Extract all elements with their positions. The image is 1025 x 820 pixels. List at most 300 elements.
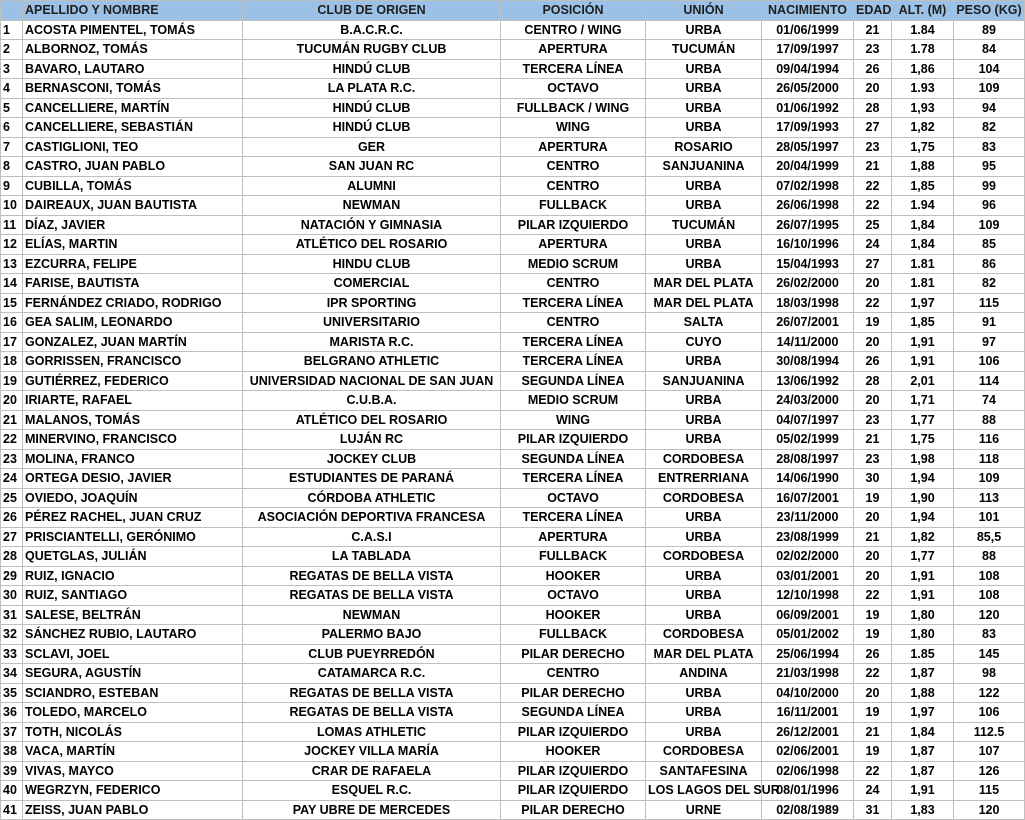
cell-number: 16 — [1, 313, 23, 333]
cell-position: CENTRO — [501, 313, 646, 333]
cell-name: DÍAZ, JAVIER — [23, 215, 243, 235]
cell-birth: 21/03/1998 — [762, 664, 854, 684]
cell-club: NEWMAN — [243, 605, 501, 625]
cell-height: 1,84 — [892, 215, 954, 235]
cell-club: LUJÁN RC — [243, 430, 501, 450]
cell-club: COMERCIAL — [243, 274, 501, 294]
table-row — [1, 508, 1025, 528]
cell-name: QUETGLAS, JULIÁN — [23, 547, 243, 567]
cell-name: MALANOS, TOMÁS — [23, 410, 243, 430]
cell-name: VACA, MARTÍN — [23, 742, 243, 762]
cell-weight: 85,5 — [954, 527, 1025, 547]
cell-birth: 17/09/1997 — [762, 40, 854, 60]
cell-birth: 16/10/1996 — [762, 235, 854, 255]
cell-weight: 109 — [954, 469, 1025, 489]
cell-number: 8 — [1, 157, 23, 177]
cell-age: 26 — [854, 59, 892, 79]
table-row — [1, 176, 1025, 196]
cell-height: 1,91 — [892, 332, 954, 352]
cell-name: BERNASCONI, TOMÁS — [23, 79, 243, 99]
table-row — [1, 313, 1025, 333]
cell-birth: 02/06/1998 — [762, 761, 854, 781]
cell-age: 22 — [854, 293, 892, 313]
cell-name: SEGURA, AGUSTÍN — [23, 664, 243, 684]
table-row — [1, 605, 1025, 625]
cell-height: 1,91 — [892, 566, 954, 586]
cell-weight: 88 — [954, 547, 1025, 567]
cell-age: 24 — [854, 781, 892, 801]
cell-age: 23 — [854, 40, 892, 60]
header-age: EDAD — [854, 1, 892, 21]
cell-position: CENTRO — [501, 176, 646, 196]
cell-union: URBA — [646, 98, 762, 118]
cell-height: 1,80 — [892, 625, 954, 645]
cell-weight: 114 — [954, 371, 1025, 391]
cell-height: 1,85 — [892, 176, 954, 196]
cell-position: PILAR IZQUIERDO — [501, 761, 646, 781]
cell-club: NEWMAN — [243, 196, 501, 216]
cell-name: VIVAS, MAYCO — [23, 761, 243, 781]
cell-name: CASTIGLIONI, TEO — [23, 137, 243, 157]
cell-height: 1,75 — [892, 137, 954, 157]
cell-union: MAR DEL PLATA — [646, 293, 762, 313]
cell-height: 1,80 — [892, 605, 954, 625]
cell-club: C.U.B.A. — [243, 391, 501, 411]
cell-height: 1,87 — [892, 664, 954, 684]
cell-name: ALBORNOZ, TOMÁS — [23, 40, 243, 60]
cell-age: 21 — [854, 527, 892, 547]
table-row — [1, 371, 1025, 391]
cell-weight: 115 — [954, 293, 1025, 313]
cell-weight: 85 — [954, 235, 1025, 255]
cell-weight: 106 — [954, 703, 1025, 723]
cell-number: 4 — [1, 79, 23, 99]
cell-number: 21 — [1, 410, 23, 430]
cell-age: 31 — [854, 800, 892, 820]
cell-position: OCTAVO — [501, 586, 646, 606]
cell-weight: 95 — [954, 157, 1025, 177]
cell-union: URBA — [646, 352, 762, 372]
header-club: CLUB DE ORIGEN — [243, 1, 501, 21]
cell-position: MEDIO SCRUM — [501, 391, 646, 411]
table-row — [1, 196, 1025, 216]
cell-position: APERTURA — [501, 235, 646, 255]
cell-birth: 14/06/1990 — [762, 469, 854, 489]
table-row — [1, 761, 1025, 781]
cell-birth: 25/06/1994 — [762, 644, 854, 664]
cell-union: TUCUMÁN — [646, 40, 762, 60]
cell-club: ESTUDIANTES DE PARANÁ — [243, 469, 501, 489]
cell-age: 21 — [854, 430, 892, 450]
cell-club: GER — [243, 137, 501, 157]
cell-name: MOLINA, FRANCO — [23, 449, 243, 469]
cell-birth: 26/07/2001 — [762, 313, 854, 333]
table-row — [1, 20, 1025, 40]
cell-club: UNIVERSITARIO — [243, 313, 501, 333]
cell-height: 1,85 — [892, 313, 954, 333]
cell-height: 1,98 — [892, 449, 954, 469]
cell-weight: 91 — [954, 313, 1025, 333]
cell-birth: 02/06/2001 — [762, 742, 854, 762]
cell-union: URBA — [646, 20, 762, 40]
cell-club: CÓRDOBA ATHLETIC — [243, 488, 501, 508]
cell-weight: 115 — [954, 781, 1025, 801]
cell-number: 25 — [1, 488, 23, 508]
cell-club: SAN JUAN RC — [243, 157, 501, 177]
cell-height: 1,77 — [892, 410, 954, 430]
table-row — [1, 410, 1025, 430]
cell-birth: 26/12/2001 — [762, 722, 854, 742]
cell-weight: 122 — [954, 683, 1025, 703]
header-union: UNIÓN — [646, 1, 762, 21]
cell-height: 1,75 — [892, 430, 954, 450]
cell-club: CRAR DE RAFAELA — [243, 761, 501, 781]
header-number — [1, 1, 23, 21]
table-row — [1, 449, 1025, 469]
cell-union: MAR DEL PLATA — [646, 644, 762, 664]
cell-position: HOOKER — [501, 742, 646, 762]
cell-position: WING — [501, 410, 646, 430]
cell-number: 41 — [1, 800, 23, 820]
cell-age: 20 — [854, 79, 892, 99]
cell-weight: 108 — [954, 566, 1025, 586]
cell-name: SÁNCHEZ RUBIO, LAUTARO — [23, 625, 243, 645]
cell-height: 1,84 — [892, 235, 954, 255]
cell-name: IRIARTE, RAFAEL — [23, 391, 243, 411]
cell-union: URBA — [646, 176, 762, 196]
cell-name: TOLEDO, MARCELO — [23, 703, 243, 723]
cell-position: FULLBACK — [501, 625, 646, 645]
cell-position: PILAR IZQUIERDO — [501, 430, 646, 450]
cell-union: ENTRERRIANA — [646, 469, 762, 489]
cell-weight: 113 — [954, 488, 1025, 508]
table-row — [1, 800, 1025, 820]
cell-position: TERCERA LÍNEA — [501, 352, 646, 372]
cell-club: JOCKEY CLUB — [243, 449, 501, 469]
cell-union: ROSARIO — [646, 137, 762, 157]
table-row — [1, 59, 1025, 79]
cell-union: URBA — [646, 703, 762, 723]
cell-birth: 16/07/2001 — [762, 488, 854, 508]
table-row — [1, 274, 1025, 294]
cell-position: APERTURA — [501, 527, 646, 547]
cell-name: GONZALEZ, JUAN MARTÍN — [23, 332, 243, 352]
table-row — [1, 79, 1025, 99]
cell-age: 19 — [854, 488, 892, 508]
cell-weight: 88 — [954, 410, 1025, 430]
cell-height: 1,97 — [892, 703, 954, 723]
cell-number: 19 — [1, 371, 23, 391]
cell-position: CENTRO — [501, 157, 646, 177]
cell-club: HINDÚ CLUB — [243, 98, 501, 118]
cell-weight: 82 — [954, 118, 1025, 138]
cell-height: 1,86 — [892, 59, 954, 79]
cell-height: 1,94 — [892, 508, 954, 528]
cell-union: URBA — [646, 605, 762, 625]
cell-height: 1,71 — [892, 391, 954, 411]
table-row — [1, 430, 1025, 450]
cell-weight: 109 — [954, 215, 1025, 235]
table-row — [1, 235, 1025, 255]
cell-number: 15 — [1, 293, 23, 313]
cell-age: 22 — [854, 196, 892, 216]
table-row — [1, 742, 1025, 762]
cell-weight: 126 — [954, 761, 1025, 781]
cell-birth: 04/07/1997 — [762, 410, 854, 430]
cell-number: 35 — [1, 683, 23, 703]
cell-age: 24 — [854, 235, 892, 255]
cell-number: 24 — [1, 469, 23, 489]
cell-birth: 04/10/2000 — [762, 683, 854, 703]
cell-name: WEGRZYN, FEDERICO — [23, 781, 243, 801]
cell-age: 30 — [854, 469, 892, 489]
table-row — [1, 137, 1025, 157]
cell-club: BELGRANO ATHLETIC — [243, 352, 501, 372]
cell-age: 22 — [854, 664, 892, 684]
cell-union: URBA — [646, 722, 762, 742]
cell-birth: 28/05/1997 — [762, 137, 854, 157]
cell-name: GORRISSEN, FRANCISCO — [23, 352, 243, 372]
cell-height: 2,01 — [892, 371, 954, 391]
cell-union: URBA — [646, 118, 762, 138]
cell-name: CUBILLA, TOMÁS — [23, 176, 243, 196]
cell-position: PILAR DERECHO — [501, 644, 646, 664]
header-row — [1, 1, 1025, 21]
header-name: APELLIDO Y NOMBRE — [23, 1, 243, 21]
cell-position: FULLBACK — [501, 547, 646, 567]
cell-weight: 86 — [954, 254, 1025, 274]
cell-position: PILAR DERECHO — [501, 683, 646, 703]
cell-number: 3 — [1, 59, 23, 79]
cell-birth: 23/11/2000 — [762, 508, 854, 528]
cell-union: ANDINA — [646, 664, 762, 684]
cell-position: APERTURA — [501, 137, 646, 157]
cell-age: 21 — [854, 722, 892, 742]
cell-age: 20 — [854, 391, 892, 411]
cell-position: FULLBACK / WING — [501, 98, 646, 118]
cell-height: 1.93 — [892, 79, 954, 99]
cell-number: 12 — [1, 235, 23, 255]
cell-union: CUYO — [646, 332, 762, 352]
table-row — [1, 254, 1025, 274]
cell-height: 1.85 — [892, 644, 954, 664]
cell-age: 19 — [854, 742, 892, 762]
cell-age: 21 — [854, 20, 892, 40]
cell-number: 1 — [1, 20, 23, 40]
cell-weight: 82 — [954, 274, 1025, 294]
cell-position: MEDIO SCRUM — [501, 254, 646, 274]
table-row — [1, 118, 1025, 138]
table-row — [1, 664, 1025, 684]
cell-union: URBA — [646, 391, 762, 411]
cell-number: 13 — [1, 254, 23, 274]
cell-club: REGATAS DE BELLA VISTA — [243, 703, 501, 723]
header-birth: NACIMIENTO — [762, 1, 854, 21]
cell-weight: 118 — [954, 449, 1025, 469]
cell-name: FERNÁNDEZ CRIADO, RODRIGO — [23, 293, 243, 313]
cell-club: PALERMO BAJO — [243, 625, 501, 645]
cell-club: CATAMARCA R.C. — [243, 664, 501, 684]
cell-height: 1,97 — [892, 293, 954, 313]
cell-weight: 106 — [954, 352, 1025, 372]
cell-position: OCTAVO — [501, 79, 646, 99]
cell-age: 20 — [854, 547, 892, 567]
cell-weight: 83 — [954, 625, 1025, 645]
cell-position: WING — [501, 118, 646, 138]
cell-union: URBA — [646, 566, 762, 586]
cell-birth: 26/06/1998 — [762, 196, 854, 216]
cell-union: CORDOBESA — [646, 625, 762, 645]
table-row — [1, 157, 1025, 177]
cell-union: URBA — [646, 527, 762, 547]
table-row — [1, 40, 1025, 60]
cell-union: URBA — [646, 430, 762, 450]
cell-age: 19 — [854, 313, 892, 333]
cell-height: 1.81 — [892, 254, 954, 274]
cell-height: 1.84 — [892, 20, 954, 40]
table-row — [1, 566, 1025, 586]
cell-name: CANCELLIERE, SEBASTIÁN — [23, 118, 243, 138]
table-row — [1, 547, 1025, 567]
cell-age: 26 — [854, 352, 892, 372]
cell-position: PILAR IZQUIERDO — [501, 781, 646, 801]
cell-birth: 26/05/2000 — [762, 79, 854, 99]
cell-position: CENTRO — [501, 664, 646, 684]
cell-number: 37 — [1, 722, 23, 742]
cell-number: 38 — [1, 742, 23, 762]
cell-union: CORDOBESA — [646, 488, 762, 508]
cell-height: 1,94 — [892, 469, 954, 489]
cell-club: UNIVERSIDAD NACIONAL DE SAN JUAN — [243, 371, 501, 391]
cell-number: 6 — [1, 118, 23, 138]
cell-number: 27 — [1, 527, 23, 547]
table-row — [1, 586, 1025, 606]
cell-weight: 112.5 — [954, 722, 1025, 742]
cell-birth: 18/03/1998 — [762, 293, 854, 313]
cell-number: 39 — [1, 761, 23, 781]
cell-name: MINERVINO, FRANCISCO — [23, 430, 243, 450]
cell-position: SEGUNDA LÍNEA — [501, 371, 646, 391]
cell-age: 19 — [854, 703, 892, 723]
cell-union: CORDOBESA — [646, 449, 762, 469]
cell-name: SCIANDRO, ESTEBAN — [23, 683, 243, 703]
cell-union: URBA — [646, 410, 762, 430]
table-row — [1, 352, 1025, 372]
cell-position: OCTAVO — [501, 488, 646, 508]
cell-club: MARISTA R.C. — [243, 332, 501, 352]
cell-number: 18 — [1, 352, 23, 372]
cell-birth: 20/04/1999 — [762, 157, 854, 177]
cell-name: ACOSTA PIMENTEL, TOMÁS — [23, 20, 243, 40]
cell-union: SANTAFESINA — [646, 761, 762, 781]
table-row — [1, 781, 1025, 801]
cell-birth: 13/06/1992 — [762, 371, 854, 391]
cell-birth: 01/06/1992 — [762, 98, 854, 118]
cell-weight: 74 — [954, 391, 1025, 411]
header-height: ALT. (M) — [892, 1, 954, 21]
cell-union: SALTA — [646, 313, 762, 333]
cell-union: CORDOBESA — [646, 547, 762, 567]
cell-number: 40 — [1, 781, 23, 801]
cell-position: CENTRO / WING — [501, 20, 646, 40]
cell-weight: 107 — [954, 742, 1025, 762]
cell-birth: 06/09/2001 — [762, 605, 854, 625]
cell-age: 25 — [854, 215, 892, 235]
cell-height: 1,88 — [892, 683, 954, 703]
header-weight: PESO (KG) — [954, 1, 1025, 21]
cell-position: CENTRO — [501, 274, 646, 294]
table-body — [1, 20, 1025, 820]
cell-union: URBA — [646, 683, 762, 703]
cell-weight: 99 — [954, 176, 1025, 196]
cell-number: 14 — [1, 274, 23, 294]
cell-club: REGATAS DE BELLA VISTA — [243, 566, 501, 586]
cell-weight: 145 — [954, 644, 1025, 664]
cell-birth: 02/02/2000 — [762, 547, 854, 567]
cell-position: PILAR IZQUIERDO — [501, 722, 646, 742]
cell-height: 1,82 — [892, 527, 954, 547]
cell-club: B.A.C.R.C. — [243, 20, 501, 40]
cell-age: 21 — [854, 157, 892, 177]
cell-weight: 116 — [954, 430, 1025, 450]
cell-age: 23 — [854, 410, 892, 430]
cell-position: TERCERA LÍNEA — [501, 293, 646, 313]
cell-club: ALUMNI — [243, 176, 501, 196]
cell-number: 33 — [1, 644, 23, 664]
cell-club: REGATAS DE BELLA VISTA — [243, 683, 501, 703]
cell-number: 34 — [1, 664, 23, 684]
cell-position: TERCERA LÍNEA — [501, 332, 646, 352]
cell-number: 28 — [1, 547, 23, 567]
cell-club: HINDÚ CLUB — [243, 59, 501, 79]
cell-club: HINDU CLUB — [243, 254, 501, 274]
cell-age: 19 — [854, 625, 892, 645]
cell-birth: 01/06/1999 — [762, 20, 854, 40]
cell-name: SALESE, BELTRÁN — [23, 605, 243, 625]
table-row — [1, 215, 1025, 235]
table-row — [1, 469, 1025, 489]
cell-birth: 03/01/2001 — [762, 566, 854, 586]
cell-union: URBA — [646, 586, 762, 606]
cell-birth: 05/01/2002 — [762, 625, 854, 645]
cell-age: 20 — [854, 508, 892, 528]
cell-name: GEA SALIM, LEONARDO — [23, 313, 243, 333]
table-row — [1, 703, 1025, 723]
cell-name: BAVARO, LAUTARO — [23, 59, 243, 79]
cell-name: ELÍAS, MARTIN — [23, 235, 243, 255]
cell-club: TUCUMÁN RUGBY CLUB — [243, 40, 501, 60]
cell-position: HOOKER — [501, 566, 646, 586]
cell-name: EZCURRA, FELIPE — [23, 254, 243, 274]
cell-club: ATLÉTICO DEL ROSARIO — [243, 235, 501, 255]
cell-club: PAY UBRE DE MERCEDES — [243, 800, 501, 820]
cell-union: CORDOBESA — [646, 742, 762, 762]
cell-number: 29 — [1, 566, 23, 586]
cell-number: 30 — [1, 586, 23, 606]
cell-height: 1,84 — [892, 722, 954, 742]
cell-weight: 108 — [954, 586, 1025, 606]
header-position: POSICIÓN — [501, 1, 646, 21]
cell-union: URBA — [646, 508, 762, 528]
table-row — [1, 293, 1025, 313]
cell-name: GUTIÉRREZ, FEDERICO — [23, 371, 243, 391]
cell-weight: 97 — [954, 332, 1025, 352]
cell-number: 10 — [1, 196, 23, 216]
cell-birth: 17/09/1993 — [762, 118, 854, 138]
cell-birth: 16/11/2001 — [762, 703, 854, 723]
cell-number: 5 — [1, 98, 23, 118]
cell-name: SCLAVI, JOEL — [23, 644, 243, 664]
